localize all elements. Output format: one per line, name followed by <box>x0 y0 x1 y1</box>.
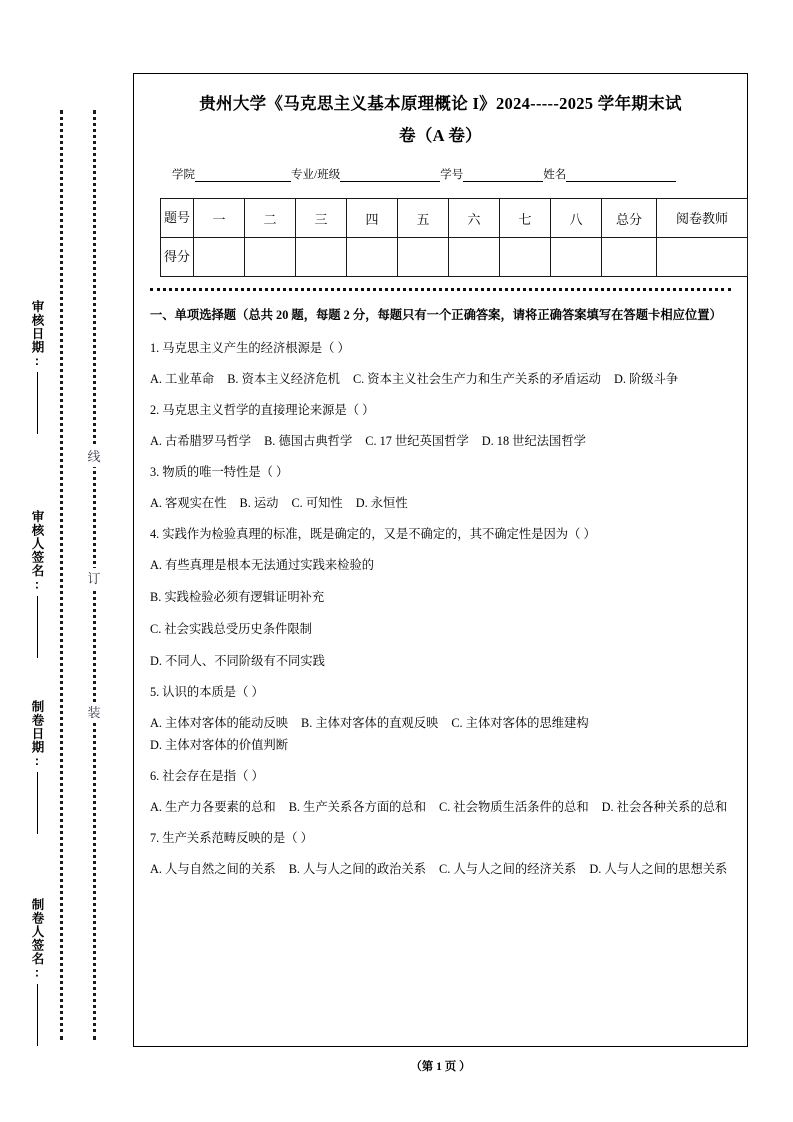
question-5-option-c[interactable]: C. 主体对客体的思维建构 <box>451 716 589 730</box>
score-table-header-row <box>161 199 748 238</box>
seal-label-produce-date-text: 制卷日期: <box>30 700 44 769</box>
question-6-option-a[interactable]: A. 生产力各要素的总和 <box>150 800 276 814</box>
info-label-college: 学院 <box>172 169 195 181</box>
question-5-option-b[interactable]: B. 主体对客体的直观反映 <box>301 716 439 730</box>
question-block-5 <box>150 681 729 756</box>
score-table-total-label: 总分 <box>602 199 657 238</box>
section-dotted-divider <box>150 288 731 291</box>
question-block-1 <box>150 337 729 390</box>
question-4-option-a[interactable]: A. 有些真理是根本无法通过实践来检验的 <box>150 558 375 572</box>
score-cell-total[interactable] <box>602 238 657 277</box>
question-7-option-c[interactable]: C. 人与人之间的经济关系 <box>439 862 577 876</box>
question-1-option-d[interactable]: D. 阶级斗争 <box>613 372 679 386</box>
question-4-option-c[interactable]: C. 社会实践总受历史条件限制 <box>150 622 312 636</box>
exam-page-content <box>134 74 747 889</box>
question-block-6 <box>150 765 729 818</box>
seal-label-produce-date <box>22 700 52 834</box>
question-block-4 <box>150 523 729 672</box>
question-stem-1: 1. 马克思主义产生的经济根源是（ ） <box>150 341 350 355</box>
question-options-5 <box>150 712 729 756</box>
seal-label-producer-signature-blank <box>37 984 38 1046</box>
question-3-option-c[interactable]: C. 可知性 <box>291 496 343 510</box>
question-4-option-d[interactable]: D. 不同人、不同阶级有不同实践 <box>150 654 325 668</box>
score-cell-3[interactable] <box>296 238 347 277</box>
score-table-question-1: 一 <box>194 199 245 238</box>
question-stem-7: 7. 生产关系范畴反映的是（ ） <box>150 831 313 845</box>
student-info-line <box>148 166 733 182</box>
seal-char-pack: 装 <box>84 702 104 723</box>
question-stem-4: 4. 实践作为检验真理的标准，既是确定的，又是不确定的，其不确定性是因为（ ） <box>150 527 596 541</box>
question-stem-2: 2. 马克思主义哲学的直接理论来源是（ ） <box>150 403 375 417</box>
score-cell-4[interactable] <box>347 238 398 277</box>
seal-label-review-date-blank <box>37 372 38 434</box>
score-table-question-5: 五 <box>398 199 449 238</box>
section-heading-multiple-choice: 一、单项选择题（总共 20 题，每题 2 分，每题只有一个正确答案，请将正确答案填写在答题卡相应位置） <box>150 308 722 322</box>
question-2-option-c[interactable]: C. 17 世纪英国哲学 <box>365 434 469 448</box>
question-2-option-b[interactable]: B. 德国古典哲学 <box>264 434 353 448</box>
question-6-option-d[interactable]: D. 社会各种关系的总和 <box>601 800 728 814</box>
question-options-3 <box>150 492 729 514</box>
question-stem-3: 3. 物质的唯一特性是（ ） <box>150 465 289 479</box>
exam-title-line-2: 卷（A 卷） <box>399 126 482 145</box>
seal-label-producer-signature <box>22 898 52 1046</box>
seal-margin <box>0 0 133 1122</box>
question-1-option-b[interactable]: B. 资本主义经济危机 <box>227 372 340 386</box>
info-label-class: 专业/班级 <box>291 169 341 181</box>
exam-page-frame <box>133 73 748 1047</box>
info-input-student-id[interactable] <box>463 169 543 182</box>
question-3-option-b[interactable]: B. 运动 <box>239 496 279 510</box>
score-table-question-8: 八 <box>551 199 602 238</box>
question-3-option-a[interactable]: A. 客观实在性 <box>150 496 227 510</box>
score-table-container <box>148 198 733 277</box>
seal-char-line: 线 <box>84 446 104 467</box>
question-5-option-d[interactable]: D. 主体对客体的价值判断 <box>150 738 288 752</box>
question-1-option-a[interactable]: A. 工业革命 <box>150 372 215 386</box>
question-block-7 <box>150 827 729 880</box>
seal-label-reviewer-signature-text: 审核人签名: <box>30 510 44 593</box>
question-7-option-b[interactable]: B. 人与人之间的政治关系 <box>288 862 427 876</box>
score-table-question-2: 二 <box>245 199 296 238</box>
question-6-option-b[interactable]: B. 生产关系各方面的总和 <box>288 800 427 814</box>
question-2-option-a[interactable]: A. 古希腊罗马哲学 <box>150 434 252 448</box>
info-label-student-id: 学号 <box>440 169 464 181</box>
score-table-grader-label: 阅卷教师 <box>657 199 748 238</box>
score-table-question-7: 七 <box>500 199 551 238</box>
question-block-3 <box>150 461 729 514</box>
info-field-class <box>291 166 440 182</box>
info-input-name[interactable] <box>566 169 676 182</box>
score-table-score-row <box>161 238 748 277</box>
exam-title <box>148 88 733 152</box>
info-field-student-id <box>440 166 543 182</box>
question-options-1 <box>150 368 729 390</box>
info-field-college <box>172 166 291 182</box>
question-options-7 <box>150 858 729 880</box>
exam-title-line-1: 贵州大学《马克思主义基本原理概论 I》2024-----2025 学年期末试 <box>199 94 682 113</box>
question-7-option-d[interactable]: D. 人与人之间的思想关系 <box>589 862 728 876</box>
score-table-row-label-score: 得分 <box>161 238 194 277</box>
score-cell-1[interactable] <box>194 238 245 277</box>
info-input-college[interactable] <box>195 169 291 182</box>
score-table-question-6: 六 <box>449 199 500 238</box>
score-table-row-label-number: 题号 <box>161 199 194 238</box>
seal-label-review-date <box>22 300 52 434</box>
score-cell-7[interactable] <box>500 238 551 277</box>
question-4-option-b[interactable]: B. 实践检验必须有逻辑证明补充 <box>150 590 325 604</box>
seal-label-producer-signature-text: 制卷人签名: <box>30 898 44 981</box>
score-table-question-3: 三 <box>296 199 347 238</box>
question-7-option-a[interactable]: A. 人与自然之间的关系 <box>150 862 276 876</box>
question-block-2 <box>150 399 729 452</box>
question-3-option-d[interactable]: D. 永恒性 <box>355 496 408 510</box>
seal-label-review-date-text: 审核日期: <box>30 300 44 369</box>
question-stem-5: 5. 认识的本质是（ ） <box>150 685 264 699</box>
seal-dotted-line-outer <box>60 110 63 1040</box>
question-2-option-d[interactable]: D. 18 世纪法国哲学 <box>481 434 586 448</box>
score-cell-5[interactable] <box>398 238 449 277</box>
page-footer <box>133 1058 748 1074</box>
score-cell-8[interactable] <box>551 238 602 277</box>
seal-char-bind: 订 <box>84 568 104 589</box>
question-options-2 <box>150 430 729 452</box>
seal-label-reviewer-signature <box>22 510 52 658</box>
score-cell-6[interactable] <box>449 238 500 277</box>
question-stem-6: 6. 社会存在是指（ ） <box>150 769 264 783</box>
seal-label-produce-date-blank <box>37 772 38 834</box>
seal-label-reviewer-signature-blank <box>37 596 38 658</box>
info-field-name <box>543 166 676 182</box>
question-options-6 <box>150 796 729 818</box>
question-5-option-a[interactable]: A. 主体对客体的能动反映 <box>150 716 288 730</box>
score-table-question-4: 四 <box>347 199 398 238</box>
score-cell-2[interactable] <box>245 238 296 277</box>
questions-body <box>148 304 733 880</box>
score-table <box>160 198 748 277</box>
question-6-option-c[interactable]: C. 社会物质生活条件的总和 <box>439 800 589 814</box>
page-number-label: （第 1 页 ） <box>410 1061 471 1073</box>
question-options-4 <box>150 554 729 672</box>
info-input-class[interactable] <box>340 169 440 182</box>
info-label-name: 姓名 <box>543 169 567 181</box>
score-cell-grader[interactable] <box>657 238 748 277</box>
question-1-option-c[interactable]: C. 资本主义社会生产力和生产关系的矛盾运动 <box>352 372 601 386</box>
